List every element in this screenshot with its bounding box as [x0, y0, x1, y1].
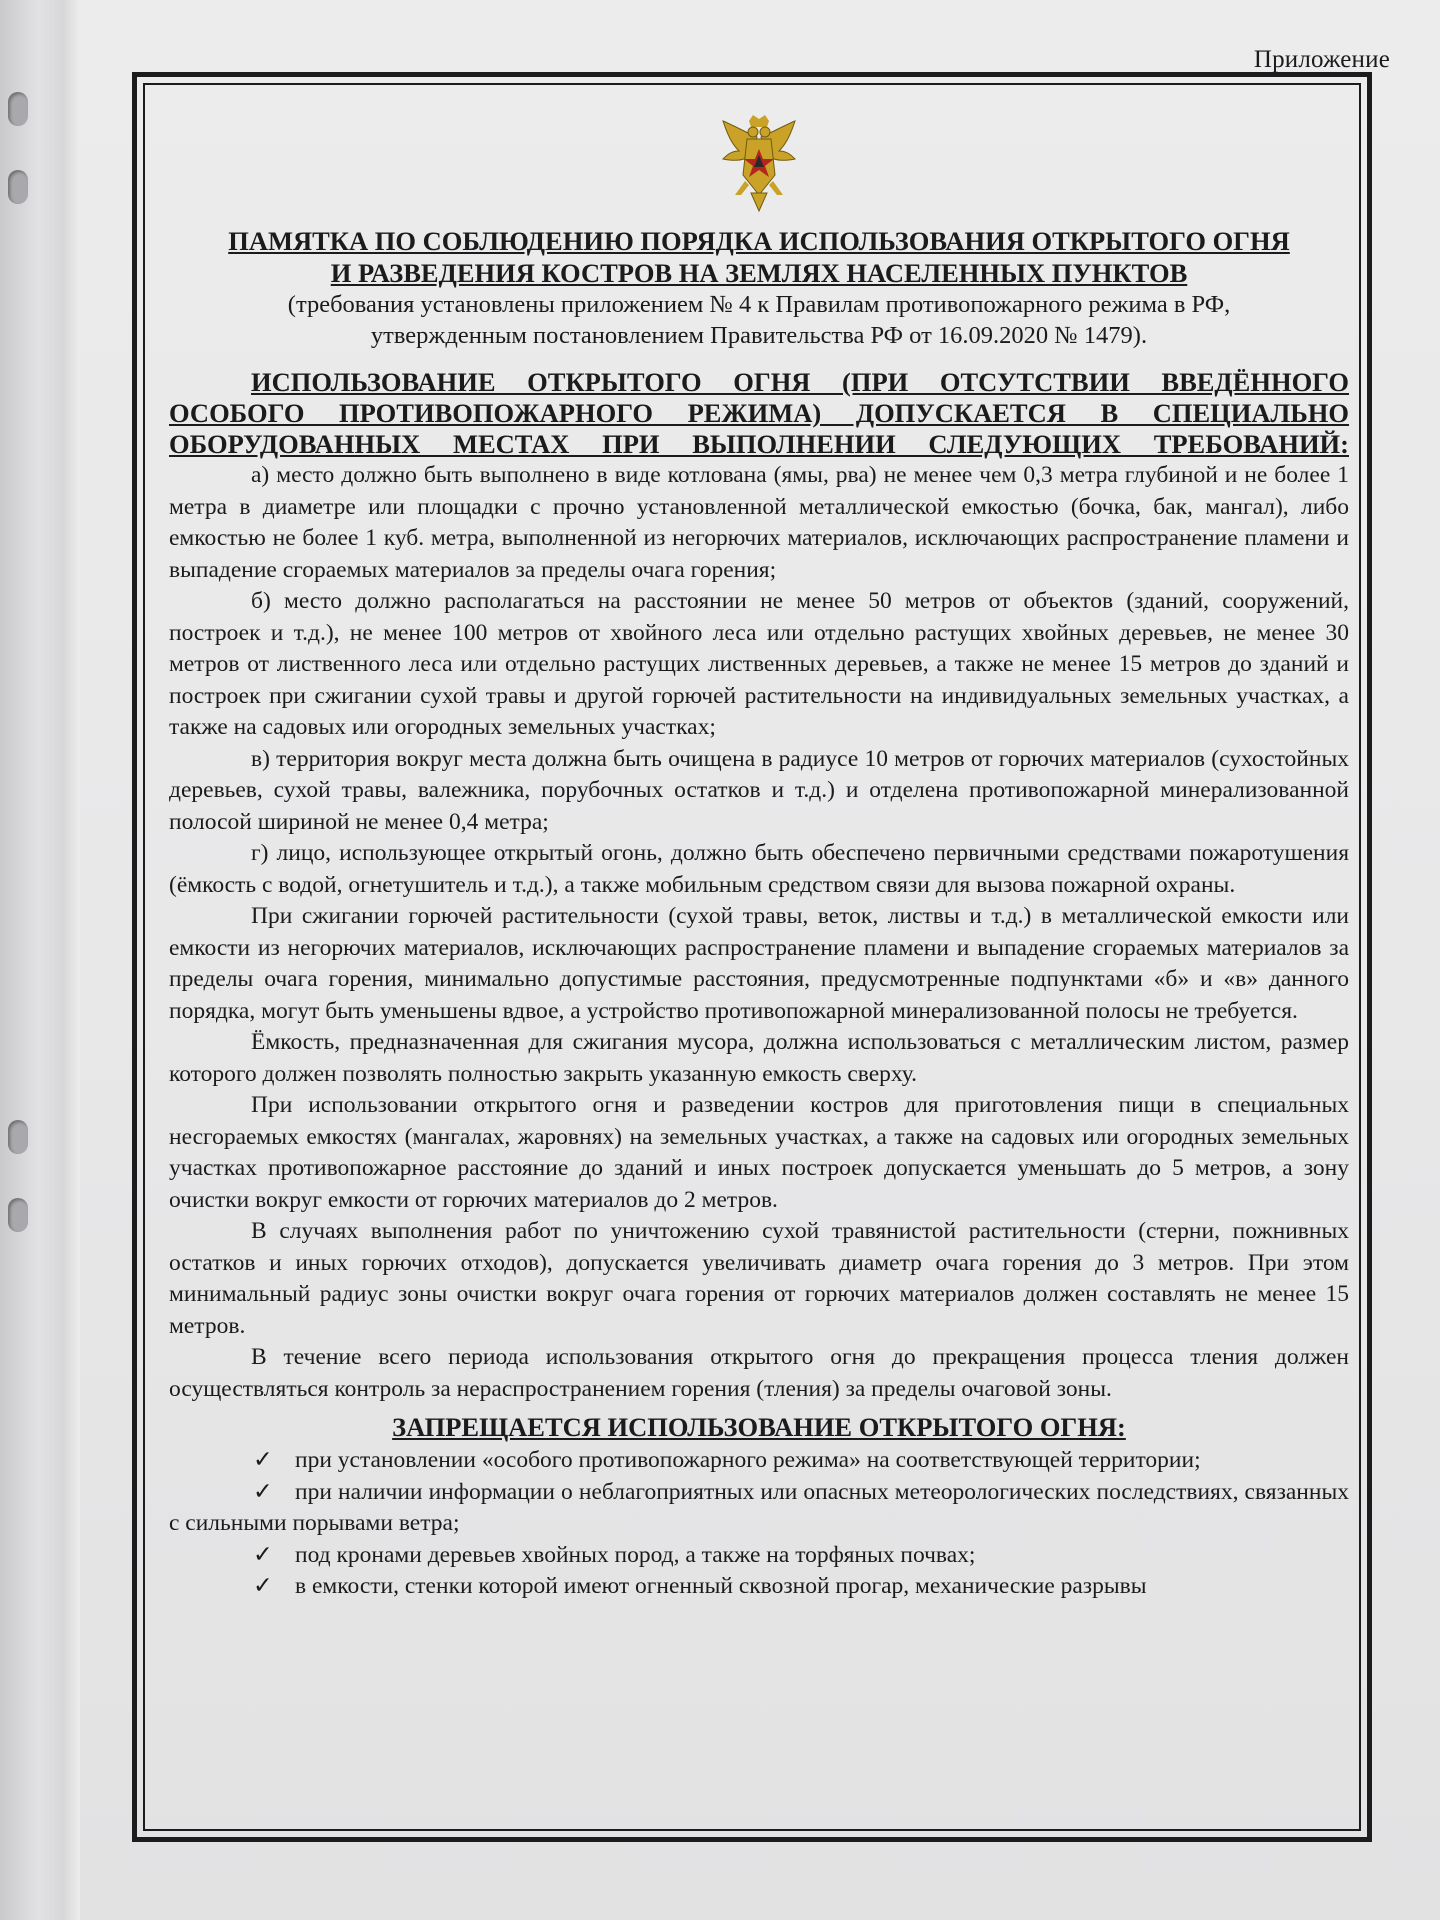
punch-hole [8, 1120, 28, 1154]
paragraph-dry-grass: В случаях выполнения работ по уничтожению сухой травянистой растительности (стерни, пожнивных остатков и иных горючих отходов), допускается увеличивать диаметр очага горения до 3 метров. При этом минимальный радиус зоны очистки вокруг очага горения от горючих материалов должен составлять не менее 15 метров. [169, 1218, 1349, 1339]
emercom-emblem-icon [719, 115, 799, 215]
binder-strip [0, 0, 71, 1920]
section-heading [169, 367, 1349, 460]
forbid-item-text: под кронами деревьев хвойных пород, а также на торфяных почвах; [295, 1541, 976, 1568]
section-heading-line-3: ОБОРУДОВАННЫХ МЕСТАХ ПРИ ВЫПОЛНЕНИИ СЛЕДУЮЩИХ ТРЕБОВАНИЙ: [169, 429, 1349, 459]
forbid-item [169, 1477, 1349, 1540]
requirement-c: в) территория вокруг места должна быть очищена в радиусе 10 метров от горючих материалов (сухостойных деревьев, сухой травы, валежника, порубочных остатков и т.д.) и отделена противопожарной минерализованной полосой шириной не менее 0,4 метра; [169, 745, 1349, 835]
punch-hole [8, 1198, 28, 1232]
requirement-a: а) место должно быть выполнено в виде котлована (ямы, рва) не менее чем 0,3 метра глубиной и не более 1 метра в диаметре или площадки с прочно установленной металлической емкостью (бочка, бак, мангал), либо емкостью не более 1 куб. метра, выполненной из негорючих материалов, исключающих распространение пламени и выпадение сгораемых материалов за пределы очага горения; [169, 462, 1349, 583]
document-subtitle-line-2: утвержденным постановлением Правительства РФ от 16.09.2020 № 1479). [370, 322, 1148, 349]
punch-hole [8, 170, 28, 204]
appendix-label: Приложение [1253, 46, 1390, 73]
section-heading-line-2: ОСОБОГО ПРОТИВОПОЖАРНОГО РЕЖИМА) ДОПУСКАЕТСЯ В СПЕЦИАЛЬНО [169, 398, 1349, 428]
paragraph-burning-container: При сжигании горючей растительности (сухой травы, веток, листвы и т.д.) в металлической емкости или емкости из негорючих материалов, исключающих распространение пламени и выпадение сгораемых материалов за пределы очага горения, минимально допустимые расстояния, предусмотренные подпунктами «б» и «в» данного порядка, могут быть уменьшены вдвое, а устройство противопожарной минерализованной полосы не требуется. [169, 903, 1349, 1024]
forbid-item-text: при наличии информации о неблагоприятных или опасных метеорологических последствиях, связанных с сильными порывами ветра; [169, 1478, 1349, 1536]
check-icon: ✓ [253, 1573, 273, 1599]
paragraph-control: В течение всего периода использования открытого огня до прекращения процесса тления должен осуществляться контроль за нераспространением горения (тления) за пределы очаговой зоны. [169, 1344, 1349, 1402]
document-content [169, 115, 1349, 1603]
check-icon: ✓ [253, 1447, 273, 1473]
document-frame-inner [143, 83, 1361, 1831]
paragraph-container-lid: Ёмкость, предназначенная для сжигания мусора, должна использоваться с металлическим листом, размер которого должен позволять полностью закрыть указанную емкость сверху. [169, 1029, 1349, 1087]
forbid-item-text: в емкости, стенки которой имеют огненный сквозной прогар, механические разрывы [295, 1573, 1147, 1599]
punch-hole [8, 92, 28, 126]
section-heading-line-1: ИСПОЛЬЗОВАНИЕ ОТКРЫТОГО ОГНЯ (ПРИ ОТСУТСТВИИ ВВЕДЁННОГО [251, 367, 1349, 397]
forbid-item-text: при установлении «особого противопожарного режима» на соответствующей территории; [295, 1447, 1201, 1473]
document-title-line-2: И РАЗВЕДЕНИЯ КОСТРОВ НА ЗЕМЛЯХ НАСЕЛЕННЫХ ПУНКТОВ [330, 258, 1188, 288]
document-subtitle-line-1: (требования установлены приложением № 4 к Правилам противопожарного режима в РФ, [287, 291, 1231, 318]
forbid-item [169, 1571, 1349, 1603]
document-title-line-1: ПАМЯТКА ПО СОБЛЮДЕНИЮ ПОРЯДКА ИСПОЛЬЗОВАНИЯ ОТКРЫТОГО ОГНЯ [228, 226, 1290, 256]
document-frame [132, 72, 1372, 1842]
forbid-item [169, 1540, 1349, 1572]
forbid-heading: ЗАПРЕЩАЕТСЯ ИСПОЛЬЗОВАНИЕ ОТКРЫТОГО ОГНЯ: [392, 1412, 1126, 1442]
requirement-d: г) лицо, использующее открытый огонь, должно быть обеспечено первичными средствами пожаротушения (ёмкость с водой, огнетушитель и т.д.), а также мобильным средством связи для вызова пожарной охраны. [169, 840, 1349, 898]
requirement-b: б) место должно располагаться на расстоянии не менее 50 метров от объектов (зданий, сооружений, построек и т.д.), не менее 100 метров от хвойного леса или отдельно растущих хвойных деревьев, не менее 30 метров от лиственного леса или отдельно растущих лиственных деревьев, а также не менее 15 метров до зданий и построек при сжигании сухой травы и другой горючей растительности на индивидуальных земельных участках, а также на садовых или огородных земельных участках; [169, 588, 1349, 740]
paragraph-cooking: При использовании открытого огня и разведении костров для приготовления пищи в специальных несгораемых емкостях (мангалах, жаровнях) на земельных участках, а также на садовых или огородных земельных участках противопожарное расстояние до зданий и иных построек допускается уменьшать до 5 метров, а зону очистки вокруг емкости от горючих материалов до 2 метров. [169, 1092, 1349, 1213]
check-icon: ✓ [253, 1541, 273, 1568]
paper-edge [62, 0, 80, 1920]
forbid-item [169, 1445, 1349, 1477]
check-icon: ✓ [253, 1478, 273, 1505]
